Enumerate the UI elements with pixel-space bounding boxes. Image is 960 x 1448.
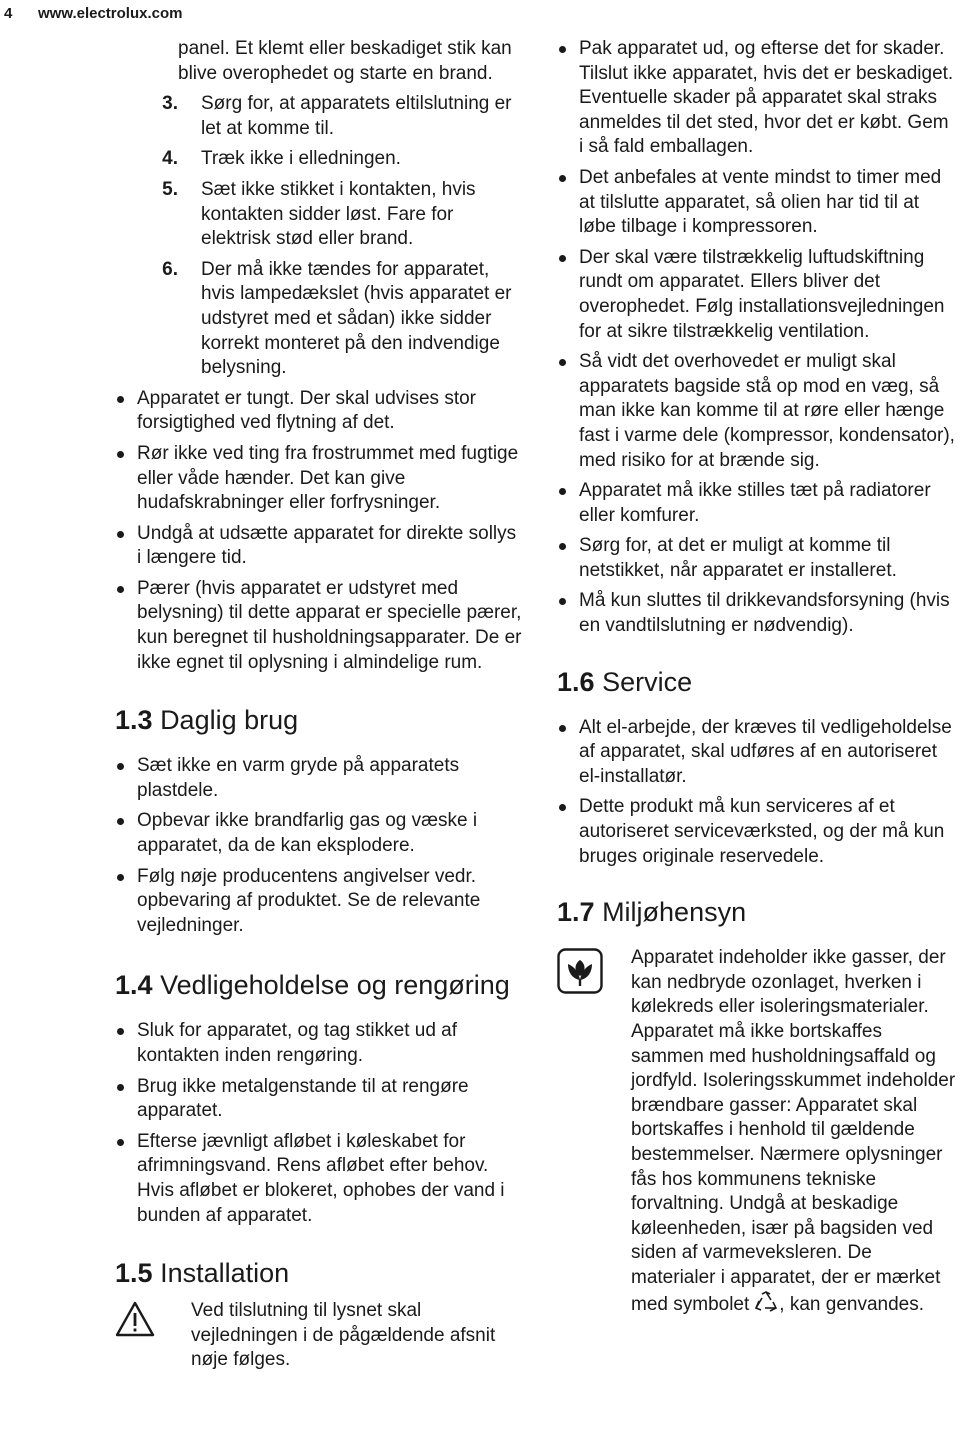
environment-notice: [557, 946, 957, 1317]
list-item: Opbevar ikke brandfarlig gas og væske i apparatet, da de kan eksplodere.: [115, 809, 525, 858]
list-item: Alt el-arbejde, der kræves til vedligeholdelse af apparatet, skal udføres af en autoriseret el-installatør.: [557, 716, 957, 790]
section-title: Installation: [160, 1258, 290, 1289]
environment-text: [631, 946, 957, 1317]
bullet-list: [557, 716, 957, 870]
bullet-list: [115, 387, 525, 676]
section-heading: [115, 1258, 525, 1289]
right-column: [557, 37, 957, 1317]
list-item: Undgå at udsætte apparatet for direkte sollys i længere tid.: [115, 522, 525, 571]
section-title: Daglig brug: [160, 705, 299, 736]
section-heading: [115, 970, 525, 1001]
recycle-icon: [753, 1291, 779, 1313]
bullet-list: [115, 1019, 525, 1228]
list-item: Efterse jævnligt afløbet i køleskabet for afrimningsvand. Rens afløbet efter behov. Hvis afløbet er blokeret, ophobes der vand i bunden af apparatet.: [115, 1130, 525, 1228]
section-number: 1.5: [115, 1258, 153, 1289]
list-item: Rør ikke ved ting fra frostrummet med fugtige eller våde hænder. Det kan give hudafskrabninger eller forfrysninger.: [115, 442, 525, 516]
item-text: Sæt ikke stikket i kontakten, hvis kontakten sidder løst. Fare for elektrisk stød eller brand.: [201, 178, 476, 250]
environment-text-part-1: Apparatet indeholder ikke gasser, der kan nedbryde ozonlaget, hverken i kølekreds eller isoleringsmaterialer. Apparatet må ikke bortskaffes sammen med husholdningsaffald og jordfyld. Isoleringsskummet indeholder brændbare gasser: Apparatet skal bortskaffes i henhold til gældende bestemmelser. Nærmere oplysninger fås hos kommunens tekniske forvaltning. Undgå at beskadige køleenheden, især på bagsiden ved siden af varmeveksleren. De materialer i apparatet, der er mærket med symbolet: [631, 947, 956, 1315]
item-number: 4.: [162, 148, 178, 170]
page-number: 4: [4, 4, 13, 22]
section-number: 1.3: [115, 705, 153, 736]
section-heading: [557, 667, 957, 698]
numbered-item: [115, 92, 525, 141]
list-item: Det anbefales at vente mindst to timer med at tilslutte apparatet, så olien har tid til at løbe tilbage i kompressoren.: [557, 166, 957, 240]
bullet-list: [115, 754, 525, 938]
item-number: 3.: [162, 93, 178, 115]
section-title: Service: [602, 666, 693, 697]
section-number: 1.7: [557, 897, 595, 928]
list-item: Apparatet må ikke stilles tæt på radiatorer eller komfurer.: [557, 479, 957, 528]
list-item: Dette produkt må kun serviceres af et autoriseret serviceværksted, og der må kun bruges originale reservedele.: [557, 795, 957, 869]
item-text: Sørg for, at apparatets eltilslutning er let at komme til.: [201, 93, 512, 139]
warning-notice: [115, 1299, 525, 1373]
environment-flower-icon: [557, 948, 603, 994]
section-heading: [557, 897, 957, 928]
numbered-item: [115, 258, 525, 381]
numbered-item: [115, 178, 525, 252]
section-number: 1.4: [115, 970, 153, 1001]
page-header: [4, 0, 183, 26]
numbered-item: [115, 147, 525, 172]
list-item: Brug ikke metalgenstande til at rengøre apparatet.: [115, 1075, 525, 1124]
list-item: Sæt ikke en varm gryde på apparatets plastdele.: [115, 754, 525, 803]
continued-paragraph: panel. Et klemt eller beskadiget stik kan blive overophedet og starte en brand.: [178, 38, 512, 84]
environment-text-part-2: , kan genvandes.: [779, 1293, 924, 1315]
list-item: Pærer (hvis apparatet er udstyret med belysning) til dette apparat er specielle pærer, kun beregnet til husholdningsapparater. De er ikke egnet til oplysning i almindelige rum.: [115, 577, 525, 675]
section-heading: [115, 705, 525, 736]
item-text: Der må ikke tændes for apparatet, hvis lampedækslet (hvis apparatet er udstyret med et sådan) ikke sidder korrekt monteret på den indvendige belysning.: [201, 258, 512, 379]
warning-text: Ved tilslutning til lysnet skal vejledningen i de pågældende afsnit nøje følges.: [191, 1300, 496, 1371]
left-column: [115, 37, 525, 1373]
item-text: Træk ikke i elledningen.: [201, 148, 401, 170]
list-item: Sørg for, at det er muligt at komme til netstikket, når apparatet er installeret.: [557, 534, 957, 583]
list-item: Sluk for apparatet, og tag stikket ud af kontakten inden rengøring.: [115, 1019, 525, 1068]
item-number: 6.: [162, 258, 178, 280]
list-item: Følg nøje producentens angivelser vedr. opbevaring af produktet. Se de relevante vejledninger.: [115, 865, 525, 939]
site-url[interactable]: www.electrolux.com: [38, 4, 183, 22]
list-item: Der skal være tilstrækkelig luftudskiftning rundt om apparatet. Ellers bliver det overophedet. Følg installationsvejledningen for at sikre tilstrækkelig ventilation.: [557, 246, 957, 344]
list-item: Pak apparatet ud, og efterse det for skader. Tilslut ikke apparatet, hvis det er beskadiget. Eventuelle skader på apparatet skal straks anmeldes til det sted, hvor det er købt. Gem i så fald emballagen.: [557, 37, 957, 160]
list-item: Må kun sluttes til drikkevandsforsyning (hvis en vandtilslutning er nødvendig).: [557, 589, 957, 638]
list-item: Så vidt det overhovedet er muligt skal apparatets bagside stå op mod en væg, så man ikke kan komme til at røre eller hænge fast i varme dele (kompressor, kondensator), med risiko for at brænde sig.: [557, 350, 957, 473]
section-title: Vedligeholdelse og rengøring: [160, 970, 510, 1001]
list-item: Apparatet er tungt. Der skal udvises stor forsigtighed ved flytning af det.: [115, 387, 525, 436]
section-title: Miljøhensyn: [602, 897, 747, 928]
bullet-list: [557, 37, 957, 639]
warning-triangle-icon: [115, 1301, 155, 1337]
item-number: 5.: [162, 178, 178, 200]
section-number: 1.6: [557, 666, 595, 697]
